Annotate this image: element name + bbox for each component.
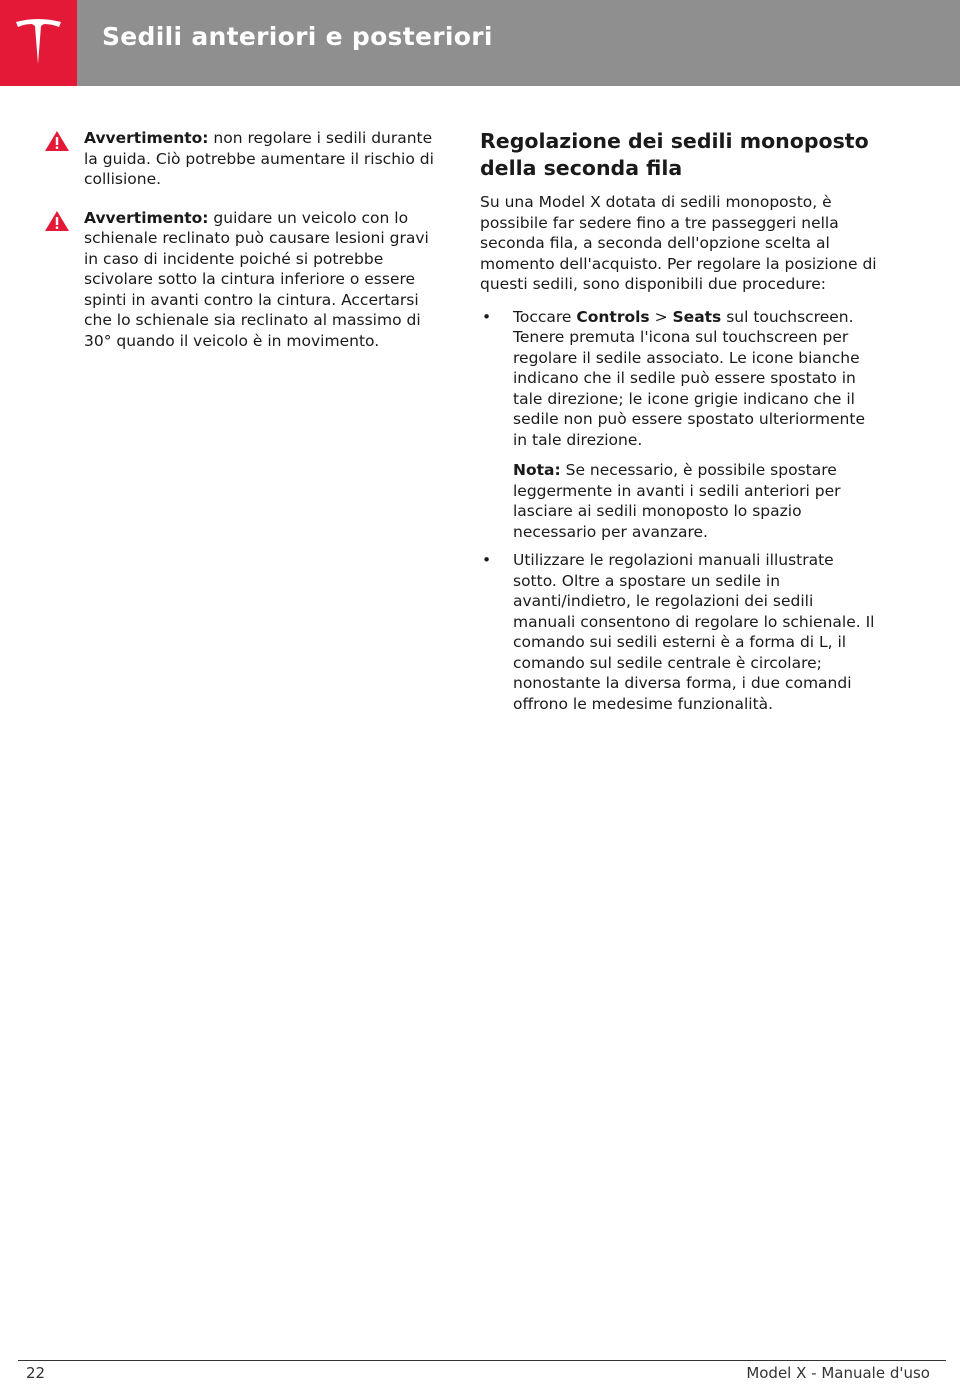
tesla-logo-icon (14, 18, 63, 68)
page-title: Sedili anteriori e posteriori (102, 22, 493, 51)
bullet-glyph: • (482, 307, 492, 326)
note-text: Se necessario, è possibile spostare leggermente in avanti i sedili anteriori per lasciare ai sedili monoposto lo spazio necessario per avanzare. (513, 461, 841, 541)
section-intro: Su una Model X dotata di sedili monoposto, è possibile far sedere fino a tre passeggeri nella seconda fila, a seconda dell'opzione scelta al momento dell'acquisto. Per regolare la posizione di questi sedili, sono disponibili due procedure: (480, 193, 877, 293)
list-item (480, 307, 880, 543)
warning-label: Avvertimento: (84, 208, 209, 227)
page-number: 22 (26, 1364, 46, 1382)
text-fragment: sul touchscreen. Tenere premuta l'icona sul touchscreen per regolare il sedile associato. Le icone bianche indicano che il sedile può essere spostato in tale direzione; le icone grigie indicano che il sedile non può essere spostato ulteriormente in tale direzione. (513, 307, 865, 449)
warning-body: non regolare i sedili durante la guida. Ciò potrebbe aumentare il rischio di collisione. (84, 129, 434, 188)
list-item (480, 550, 880, 714)
warning-text (84, 128, 439, 190)
text-fragment: > (649, 307, 673, 326)
page-header (0, 0, 960, 86)
seats-label: Seats (672, 307, 722, 326)
warning-text (84, 208, 439, 352)
warning-triangle-icon (44, 210, 70, 232)
list-item-text: Utilizzare le regolazioni manuali illustrate sotto. Oltre a spostare un sedile in avanti/indietro, le regolazioni dei sedili manuali consentono di regolare lo schienale. Il comando sui sedili esterni è a forma di L, il comando sul sedile centrale è circolare; nonostante la diversa forma, i due comandi offrono le medesime funzionalità. (513, 551, 875, 713)
warning-triangle-icon (44, 130, 70, 152)
note-block (513, 460, 880, 542)
text-fragment: Toccare (513, 307, 577, 326)
list-item-text (513, 307, 880, 451)
bullet-glyph: • (482, 551, 492, 569)
right-column (480, 128, 880, 722)
footer-divider (18, 1360, 946, 1361)
warning-body: guidare un veicolo con lo schienale reclinato può causare lesioni gravi in caso di incidente poiché si potrebbe scivolare sotto la cintura inferiore o essere spinti in avanti contro la cintura. Accertarsi che lo schienale sia reclinato al massimo di 30° quando il veicolo è in movimento. (84, 208, 429, 350)
warning-label: Avvertimento: (84, 129, 209, 147)
left-column (44, 128, 439, 369)
footer-doc-title: Model X - Manuale d'uso (746, 1364, 930, 1382)
note-label: Nota: (513, 461, 561, 479)
warning-block (44, 208, 439, 352)
warning-block (44, 128, 439, 190)
controls-label: Controls (576, 307, 650, 326)
brand-logo-box (0, 0, 77, 86)
procedure-list (480, 307, 880, 715)
section-heading: Regolazione dei sedili monoposto della seconda fila (480, 129, 869, 180)
